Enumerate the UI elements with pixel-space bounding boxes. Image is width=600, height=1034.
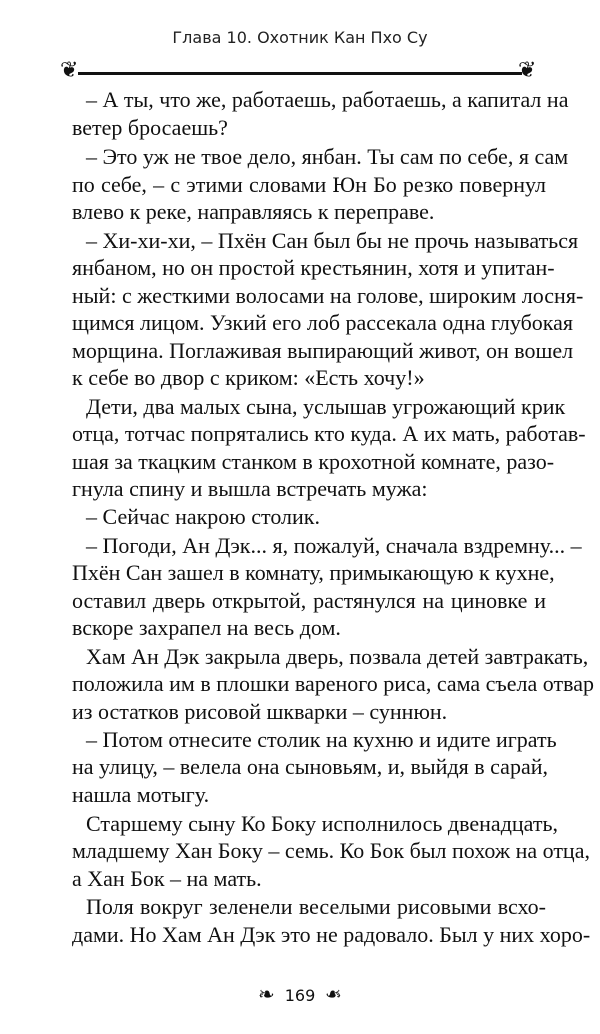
- text-line: морщина. Поглаживая выпирающий живот, он вошел: [72, 338, 574, 363]
- text-line: Хам Ан Дэк закрыла дверь, позвала детей завтракать,: [86, 644, 589, 669]
- text-line: Пхён Сан зашел в комнату, примыкающую к кухне,: [72, 560, 555, 585]
- text-line: а Хан Бок – на мать.: [72, 866, 262, 891]
- text-line: Дети, два малых сына, услышав угрожающий крик: [86, 394, 566, 419]
- text-line: – Потом отнесите столик на кухню и идите играть: [86, 727, 557, 752]
- left-ornament-icon: ❧: [257, 982, 275, 1006]
- text-line: янбаном, но он простой крестьянин, хотя и упитан-: [72, 255, 555, 280]
- text-line: щимся лицом. Узкий его лоб рассекала одна глубокая: [72, 310, 574, 335]
- text-line: Поля вокруг зеленели веселыми рисовыми всхо-: [86, 894, 546, 919]
- text-line: младшему Хан Боку – семь. Ко Бок был похож на отца,: [72, 838, 590, 863]
- text-line: нашла мотыгу.: [72, 782, 210, 807]
- text-line: отца, тотчас попрятались кто куда. А их мать, работав-: [72, 421, 586, 446]
- text-line: – Хи-хи-хи, – Пхён Сан был бы не прочь называться: [86, 228, 579, 253]
- text-line: по себе, – с этими словами Юн Бо резко повернул: [72, 172, 546, 197]
- text-line: Старшему сыну Ко Боку исполнилось двенадцать,: [86, 811, 559, 836]
- text-line: оставил дверь открытой, растянулся на циновке и: [72, 588, 546, 613]
- text-line: – Погоди, Ан Дэк... я, пожалуй, сначала вздремну... –: [86, 533, 582, 558]
- text-line: – А ты, что же, работаешь, работаешь, а капитал на: [86, 87, 569, 112]
- text-line: влево к реке, направляясь к переправе.: [72, 199, 435, 224]
- running-header: Глава 10. Охотник Кан Пхо Су: [172, 28, 428, 47]
- text-line: – Это уж не твое дело, янбан. Ты сам по себе, я сам: [86, 144, 569, 169]
- left-flourish-icon: ❦: [60, 58, 79, 83]
- text-line: шая за ткацким станком в крохотной комнате, разо-: [72, 449, 555, 474]
- page-footer: [0, 982, 600, 1006]
- text-line: вскоре захрапел на весь дом.: [72, 615, 341, 640]
- text-line: – Сейчас накрою столик.: [86, 504, 320, 529]
- text-line: гнула спину и вышла встречать мужа:: [72, 476, 428, 501]
- header-divider: [78, 72, 522, 75]
- text-line: из остатков рисовой шкварки – суннюн.: [72, 699, 448, 724]
- text-line: ветер бросаешь?: [72, 115, 228, 140]
- right-ornament-icon: ❧: [325, 982, 343, 1006]
- right-flourish-icon: ❦: [518, 58, 537, 83]
- text-line: положила им в плошки вареного риса, сама съела отвар: [72, 671, 594, 696]
- text-line: к себе во двор с криком: «Есть хочу!»: [72, 365, 425, 390]
- page-number: 169: [284, 986, 316, 1005]
- text-line: ный: с жесткими волосами на голове, широким лосня-: [72, 283, 584, 308]
- text-line: на улицу, – велела она сыновьям, и, выйдя в сарай,: [72, 754, 548, 779]
- text-line: дами. Но Хам Ан Дэк это не радовало. Был у них хоро-: [72, 922, 591, 947]
